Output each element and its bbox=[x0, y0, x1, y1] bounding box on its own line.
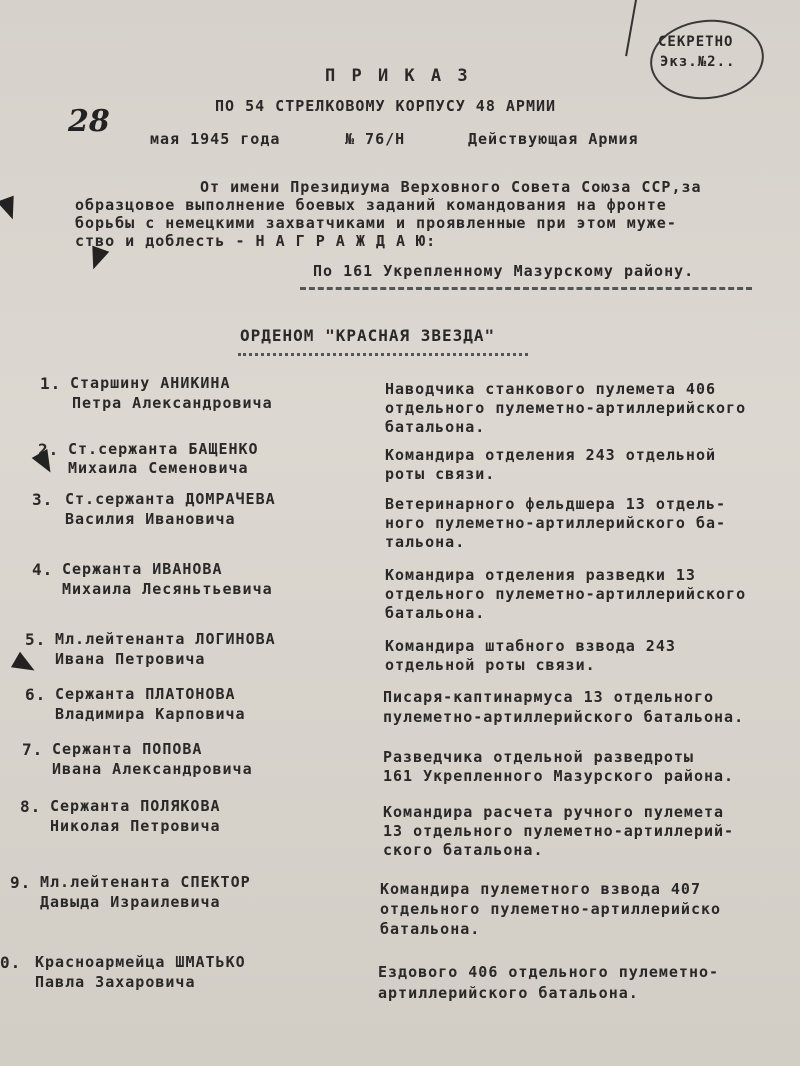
entry-description-line: Наводчика станкового пулемета 406 bbox=[385, 380, 717, 398]
document-subtitle: ПО 54 СТРЕЛКОВОМУ КОРПУСУ 48 АРМИИ bbox=[215, 97, 557, 115]
entry-description-line: ского батальона. bbox=[383, 841, 544, 859]
entry-given-names: Павла Захаровича bbox=[35, 973, 196, 991]
entry-description-line: батальона. bbox=[385, 604, 486, 622]
entry-number: 8. bbox=[20, 797, 42, 816]
date-line: мая 1945 года bbox=[150, 130, 281, 148]
entry-number: 2. bbox=[38, 440, 60, 459]
district-underline bbox=[300, 287, 752, 290]
place-label: Действующая Армия bbox=[468, 130, 639, 148]
entry-description-line: отдельной роты связи. bbox=[385, 656, 596, 674]
entry-description-line: 13 отдельного пулеметно-артиллерий- bbox=[383, 822, 735, 840]
entry-rank-surname: Ст.сержанта БАЩЕНКО bbox=[68, 440, 259, 458]
entry-description-line: роты связи. bbox=[385, 465, 496, 483]
entry-description-line: 161 Укрепленного Мазурского района. bbox=[383, 767, 735, 785]
entry-description-line: Разведчика отдельной разведроты bbox=[383, 748, 694, 766]
entry-number: 4. bbox=[32, 560, 54, 579]
entry-given-names: Владимира Карповича bbox=[55, 705, 246, 723]
preamble-line-1: От имени Президиума Верховного Совета Союза ССР,за bbox=[200, 178, 702, 196]
entry-description-line: Ветеринарного фельдшера 13 отдель- bbox=[385, 495, 727, 513]
entry-description-line: пулеметно-артиллерийского батальона. bbox=[383, 708, 745, 726]
entry-rank-surname: Сержанта ПОЛЯКОВА bbox=[50, 797, 221, 815]
entry-rank-surname: Мл.лейтенанта ЛОГИНОВА bbox=[55, 630, 276, 648]
entry-description-line: Командира штабного взвода 243 bbox=[385, 637, 676, 655]
entry-rank-surname: Сержанта ПЛАТОНОВА bbox=[55, 685, 236, 703]
document-title: П Р И К А З bbox=[325, 66, 471, 86]
entry-description-line: отдельного пулеметно-артиллерийского bbox=[385, 585, 747, 603]
order-number: № 76/Н bbox=[345, 130, 406, 148]
entry-rank-surname: Сержанта ИВАНОВА bbox=[62, 560, 223, 578]
entry-description-line: тальона. bbox=[385, 533, 466, 551]
entry-given-names: Михаила Лесяньтьевича bbox=[62, 580, 273, 598]
entry-given-names: Петра Александровича bbox=[72, 394, 273, 412]
heading-underline bbox=[238, 353, 528, 356]
entry-description-line: артиллерийского батальона. bbox=[378, 984, 639, 1002]
entry-description-line: отдельного пулеметно-артиллерийского bbox=[385, 399, 747, 417]
entry-given-names: Николая Петровича bbox=[50, 817, 221, 835]
margin-mark-icon bbox=[0, 196, 21, 223]
entry-number: 6. bbox=[25, 685, 47, 704]
preamble-line-2: образцовое выполнение боевых заданий командования на фронте bbox=[75, 196, 667, 214]
handwritten-day: 28 bbox=[68, 104, 110, 139]
entry-rank-surname: Красноармейца ШМАТЬКО bbox=[35, 953, 246, 971]
entry-given-names: Ивана Александровича bbox=[52, 760, 253, 778]
entry-description-line: Писаря-каптинармуса 13 отдельного bbox=[383, 688, 715, 706]
preamble-line-4: ство и доблесть - Н А Г Р А Ж Д А Ю: bbox=[75, 232, 437, 250]
entry-description-line: Ездового 406 отдельного пулеметно- bbox=[378, 963, 720, 981]
entry-rank-surname: Ст.сержанта ДОМРАЧЕВА bbox=[65, 490, 276, 508]
stamp-secret-label: СЕКРЕТНО bbox=[658, 34, 734, 50]
entry-description-line: отдельного пулеметно-артиллерийско bbox=[380, 900, 722, 918]
entry-given-names: Давыда Израилевича bbox=[40, 893, 221, 911]
entry-description-line: Командира отделения разведки 13 bbox=[385, 566, 696, 584]
district-line: По 161 Укрепленному Мазурскому району. bbox=[313, 262, 695, 280]
preamble-line-3: борьбы с немецкими захватчиками и проявленные при этом муже- bbox=[75, 214, 677, 232]
entry-description-line: Командира расчета ручного пулемета bbox=[383, 803, 725, 821]
entry-rank-surname: Мл.лейтенанта СПЕКТОР bbox=[40, 873, 251, 891]
entry-description-line: ного пулеметно-артиллерийского ба- bbox=[385, 514, 727, 532]
entry-given-names: Михаила Семеновича bbox=[68, 459, 249, 477]
stamp-copy-label: Экз.№2.. bbox=[660, 54, 736, 70]
entry-number: 1. bbox=[40, 374, 62, 393]
entry-number: 0. bbox=[0, 953, 22, 972]
entry-number: 3. bbox=[32, 490, 54, 509]
entry-given-names: Ивана Петровича bbox=[55, 650, 206, 668]
entry-given-names: Василия Ивановича bbox=[65, 510, 236, 528]
entry-description-line: Командира отделения 243 отдельной bbox=[385, 446, 717, 464]
entry-number: 7. bbox=[22, 740, 44, 759]
entry-rank-surname: Старшину АНИКИНА bbox=[70, 374, 231, 392]
entry-description-line: Командира пулеметного взвода 407 bbox=[380, 880, 701, 898]
entry-description-line: батальона. bbox=[380, 920, 481, 938]
order-heading: ОРДЕНОМ "КРАСНАЯ ЗВЕЗДА" bbox=[240, 326, 496, 345]
entry-rank-surname: Сержанта ПОПОВА bbox=[52, 740, 203, 758]
pencil-mark-icon bbox=[11, 652, 39, 679]
entry-number: 5. bbox=[25, 630, 47, 649]
entry-description-line: батальона. bbox=[385, 418, 486, 436]
entry-number: 9. bbox=[10, 873, 32, 892]
